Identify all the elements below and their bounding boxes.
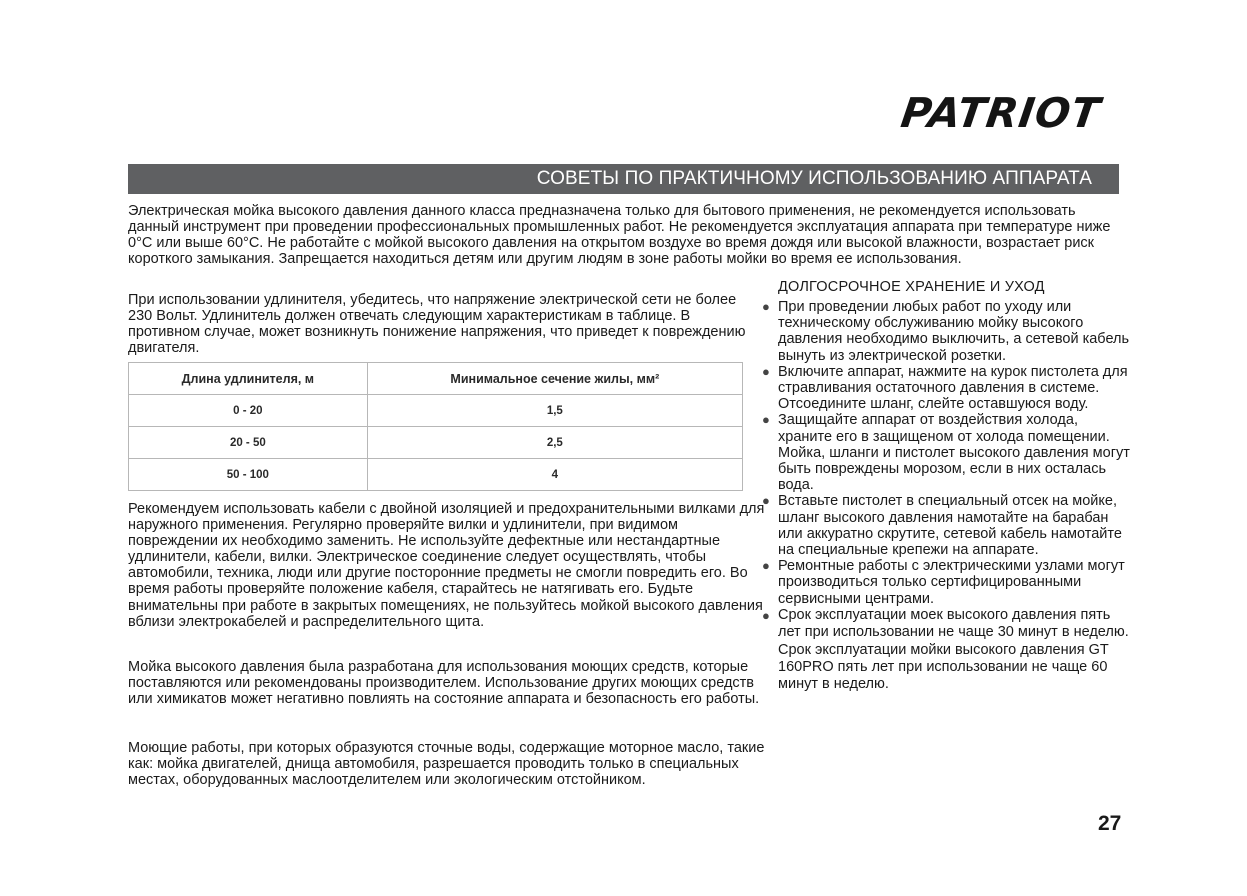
table-row xyxy=(129,459,743,491)
table-cell-length: 20 - 50 xyxy=(129,427,368,459)
table-cell-section: 1,5 xyxy=(367,395,742,427)
detergent-paragraph: Мойка высокого давления была разработана для использования моющих средств, которые поставляются или рекомендованы производителем. Использование других моющих средств или химикатов может негативно повлиять на состояние аппарата и безопасность его работы. xyxy=(128,659,760,708)
bullet-icon: ● xyxy=(762,412,770,428)
cables-paragraph: Рекомендуем использовать кабели с двойной изоляцией и предохранительными вилками для наружного применения. Регулярно проверяйте вилки и удлинители, при видимом повреждении их необходимо заменить. Не используйте дефектные или нестандартные удлинители, кабели, вилки. Электрическое соединение следует осуществлять, чтобы автомобили, техника, люди или другие посторонние предметы не смогли повредить его. Во время работы проверяйте положение кабеля, старайтесь не натягивать его. Будьте внимательны при работе в закрытых помещениях, не пользуйтесь мойкой высокого давления вблизи электрокабелей и распределительного щита. xyxy=(128,501,765,630)
header-min-cross-section: Минимальное сечение жилы, мм² xyxy=(367,363,742,395)
list-item: ● Срок эксплуатации моек высокого давления пять лет при использовании не чаще 30 минут в неделю. Срок эксплуатации мойки высокого давления GT 160PRO пять лет при использовании не чаще 60 минут в неделю. xyxy=(762,606,1129,693)
table-row xyxy=(129,395,743,427)
table-header-row xyxy=(129,363,743,395)
page-number: 27 xyxy=(1098,812,1122,835)
list-item: ● Включите аппарат, нажмите на курок пистолета для стравливания остаточного давления в системе. Отсоедините шланг, слейте оставшуюся воду. xyxy=(762,363,1128,413)
table-cell-length: 50 - 100 xyxy=(129,459,368,491)
bullet-icon: ● xyxy=(762,363,770,379)
list-item: ● При проведении любых работ по уходу или техническому обслуживанию мойку высокого давления необходимо выключить, а сетевой кабель вынуть из электрической розетки. xyxy=(762,299,1130,364)
patriot-logo: PATRIOT xyxy=(898,89,1104,137)
table-row xyxy=(129,427,743,459)
list-item: ● Вставьте пистолет в специальный отсек на мойке, шланг высокого давления намотайте на барабан или аккуратно скрутите, сетевой кабель намотайте на специальные крепежи на аппарате. xyxy=(762,493,1122,559)
bullet-icon: ● xyxy=(762,558,770,574)
storage-title: ДОЛГОСРОЧНОЕ ХРАНЕНИЕ И УХОД xyxy=(778,279,1045,295)
bullet-icon: ● xyxy=(762,607,770,623)
wastewater-paragraph: Моющие работы, при которых образуются сточные воды, содержащие моторное масло, такие как: мойка двигателей, днища автомобиля, разрешается проводить только в специальных местах, оборудованных маслоотделителем или экологическим отстойником. xyxy=(128,740,765,789)
bullet-icon: ● xyxy=(762,299,770,314)
extension-paragraph: При использовании удлинителя, убедитесь, что напряжение электрической сети не более 230 Вольт. Удлинитель должен отвечать следующим характеристикам в таблице. В противном случае, может возникнуть понижение напряжения, что приведет к повреждению двигателя. xyxy=(128,292,746,357)
table-cell-section: 2,5 xyxy=(367,427,742,459)
header-cable-length: Длина удлинителя, м xyxy=(129,363,368,395)
storage-list xyxy=(762,299,1132,694)
section-title: СОВЕТЫ ПО ПРАКТИЧНОМУ ИСПОЛЬЗОВАНИЮ АППАРАТА xyxy=(128,164,1119,194)
list-item: ● Защищайте аппарат от воздействия холода, храните его в защищеном от холода помещении. Мойка, шланги и пистолет высокого давления могут быть повреждены морозом, если в них осталась вода. xyxy=(762,412,1130,494)
intro-paragraph: Электрическая мойка высокого давления данного класса предназначена только для бытового применения, не рекомендуется использовать данный инструмент при проведении профессиональных промышленных работ. Не рекомендуется эксплуатация аппарата при температуре ниже 0°С или выше 60°С. Не работайте с мойкой высокого давления на открытом воздухе во время дождя или высокой влажности, возрастает риск короткого замыкания. Запрещается находиться детям или другим людям в зоне работы мойки во время ее использования. xyxy=(128,203,1111,268)
extension-table xyxy=(128,362,743,491)
bullet-icon: ● xyxy=(762,493,770,509)
table-cell-length: 0 - 20 xyxy=(129,395,368,427)
table-cell-section: 4 xyxy=(367,459,742,491)
list-item: ● Ремонтные работы с электрическими узлами могут производиться только сертифицированными сервисными центрами. xyxy=(762,558,1125,607)
